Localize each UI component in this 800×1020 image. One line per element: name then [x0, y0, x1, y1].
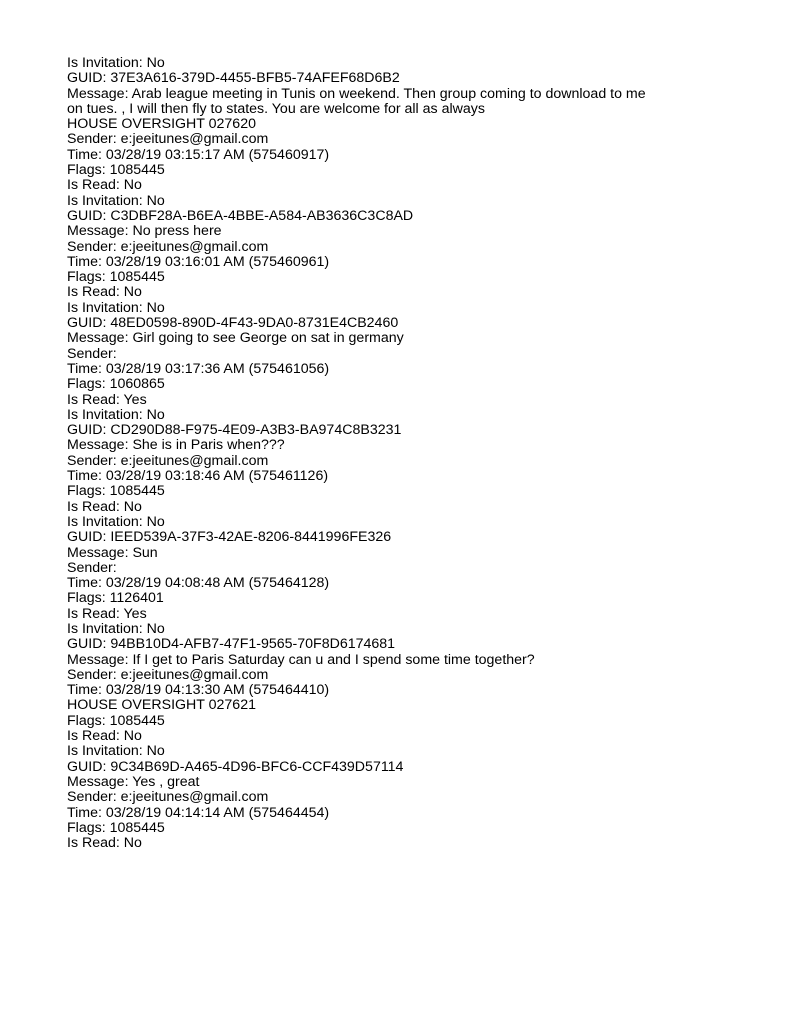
- text-line: Sender: e:jeeitunes@gmail.com: [67, 238, 269, 255]
- text-line: Time: 03/28/19 04:13:30 AM (575464410): [67, 682, 330, 699]
- text-line: Is Invitation: No: [67, 513, 165, 530]
- text-line: Message: She is in Paris when???: [67, 437, 285, 454]
- text-line: Sender:: [67, 345, 117, 362]
- text-line: GUID: 9C34B69D-A465-4D96-BFC6-CCF439D57114: [67, 758, 404, 775]
- text-line: HOUSE OVERSIGHT 027620: [67, 116, 256, 133]
- text-line: Is Invitation: No: [67, 299, 165, 316]
- text-line: GUID: 48ED0598-890D-4F43-9DA0-8731E4CB2460: [67, 315, 399, 332]
- text-line: Message: Girl going to see George on sat in germany: [67, 330, 404, 347]
- message-log-document: [67, 56, 727, 851]
- text-line: Is Read: No: [67, 177, 142, 194]
- text-line: HOUSE OVERSIGHT 027621: [67, 697, 256, 714]
- text-line: Flags: 1060865: [67, 376, 165, 393]
- text-line: Message: Arab league meeting in Tunis on weekend. Then group coming to download to me: [67, 85, 646, 102]
- text-line: Time: 03/28/19 03:15:17 AM (575460917): [67, 146, 330, 163]
- text-line: Time: 03/28/19 04:14:14 AM (575464454): [67, 804, 330, 821]
- text-line: Time: 03/28/19 03:18:46 AM (575461126): [67, 468, 329, 485]
- text-line: Message: Yes , great: [67, 773, 200, 790]
- text-line: Flags: 1085445: [67, 269, 165, 286]
- text-line: Is Invitation: No: [67, 192, 165, 209]
- text-line: Flags: 1126401: [67, 590, 164, 607]
- text-line: Flags: 1085445: [67, 162, 165, 179]
- text-line: Is Read: No: [67, 284, 142, 301]
- text-line: Is Read: Yes: [67, 605, 147, 622]
- text-line: Time: 03/28/19 03:17:36 AM (575461056): [67, 360, 330, 377]
- text-line: Sender: e:jeeitunes@gmail.com: [67, 789, 269, 806]
- text-line: Is Invitation: No: [67, 620, 165, 637]
- text-line: Sender:: [67, 559, 117, 576]
- text-line: Is Read: No: [67, 835, 142, 852]
- text-line: Is Invitation: No: [67, 743, 165, 760]
- text-line: Is Invitation: No: [67, 406, 165, 423]
- text-line: GUID: IEED539A-37F3-42AE-8206-8441996FE326: [67, 529, 392, 546]
- text-line: Message: If I get to Paris Saturday can u and I spend some time together?: [67, 651, 535, 668]
- text-line: Is Read: No: [67, 498, 142, 515]
- text-line: Flags: 1085445: [67, 712, 165, 729]
- text-line: Sender: e:jeeitunes@gmail.com: [67, 666, 269, 683]
- text-line: GUID: CD290D88-F975-4E09-A3B3-BA974C8B3231: [67, 422, 402, 439]
- text-line: Is Invitation: No: [67, 55, 165, 71]
- text-line: Message: No press here: [67, 223, 222, 240]
- text-line: Message: Sun: [67, 544, 158, 561]
- text-line: Sender: e:jeeitunes@gmail.com: [67, 131, 269, 148]
- text-line: Time: 03/28/19 03:16:01 AM (575460961): [67, 253, 330, 270]
- text-line: Is Read: No: [67, 728, 142, 745]
- text-line: Flags: 1085445: [67, 819, 165, 836]
- text-line: GUID: 37E3A616-379D-4455-BFB5-74AFEF68D6B2: [67, 70, 400, 87]
- text-line: Is Read: Yes: [67, 391, 147, 408]
- text-line: on tues. , I will then fly to states. You are welcome for all as always: [67, 100, 485, 117]
- text-line: GUID: C3DBF28A-B6EA-4BBE-A584-AB3636C3C8AD: [67, 207, 414, 224]
- text-line: Time: 03/28/19 04:08:48 AM (575464128): [67, 575, 330, 592]
- text-line: Flags: 1085445: [67, 483, 165, 500]
- text-line: Sender: e:jeeitunes@gmail.com: [67, 452, 269, 469]
- text-line: GUID: 94BB10D4-AFB7-47F1-9565-70F8D6174681: [67, 636, 396, 653]
